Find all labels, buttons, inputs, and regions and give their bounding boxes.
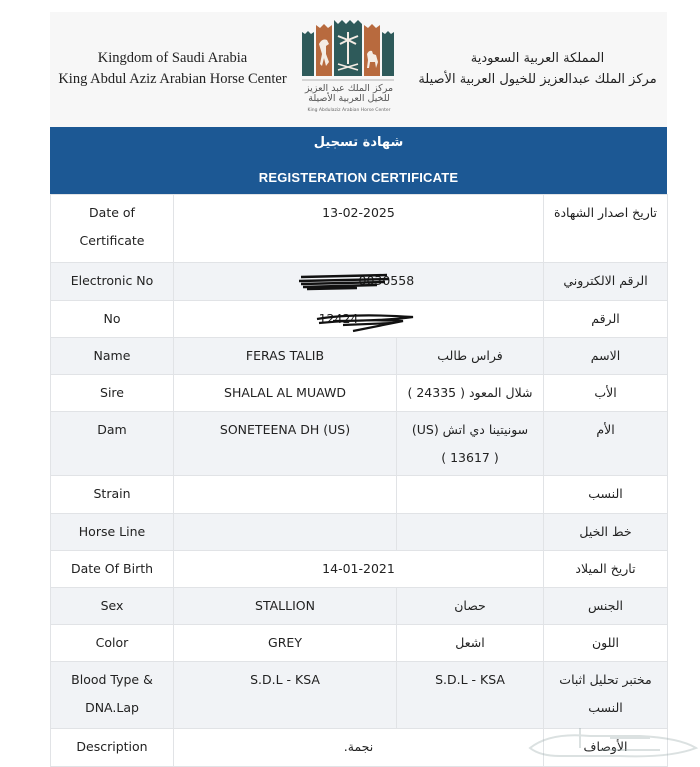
label-en: Sire <box>51 375 174 412</box>
label-en: Name <box>51 338 174 375</box>
table-row-name <box>51 338 668 375</box>
header-ar-line1: المملكة العربية السعودية <box>470 51 605 66</box>
label-en: Horse Line <box>51 514 174 551</box>
label-en: Color <box>51 625 174 662</box>
table-row-sex <box>51 588 668 625</box>
value-visible-part: 12424 <box>318 311 359 326</box>
table-row-date-of-birth <box>51 551 668 588</box>
label-en: Date Of Birth <box>51 551 174 588</box>
value-en: STALLION <box>174 588 397 625</box>
label-en: Dam <box>51 412 174 476</box>
label-ar: تاريخ اصدار الشهادة <box>544 195 668 263</box>
value-ar: حصان <box>397 588 544 625</box>
certificate-title-band <box>50 127 667 194</box>
label-ar: الرقم الالكتروني <box>544 263 668 301</box>
table-row-sire <box>51 375 668 412</box>
header-ar-line2: مركز الملك عبدالعزيز للخيول العربية الأصيلة <box>418 72 657 87</box>
label-en: Blood Type & DNA.Lap <box>51 662 174 729</box>
value-en: SONETEENA DH (US) <box>174 412 397 476</box>
value-ar: فراس طالب <box>397 338 544 375</box>
value-redacted <box>174 263 544 301</box>
table-row-no <box>51 301 668 338</box>
header-arabic <box>410 48 665 90</box>
table-row-color <box>51 625 668 662</box>
value-en: FERAS TALIB <box>174 338 397 375</box>
value: 14-01-2021 <box>174 551 544 588</box>
table-row-date-of-certificate <box>51 195 668 263</box>
label-ar: خط الخيل <box>544 514 668 551</box>
logo-ar-line1: مركز الملك عبد العزيز <box>304 83 394 94</box>
redaction-scribble-icon <box>313 311 423 333</box>
value-ar: شلال المعود ( 24335 ) <box>397 375 544 412</box>
table-row-electronic-no <box>51 263 668 301</box>
logo-ar-line2: للخيل العربية الأصيلة <box>308 93 390 104</box>
label-ar: الاسم <box>544 338 668 375</box>
header-en-line1: Kingdom of Saudi Arabia <box>97 50 248 66</box>
label-ar: الأوصاف <box>544 729 668 767</box>
certificate-title-en: REGISTERATION CERTIFICATE <box>258 170 459 185</box>
label-en: Sex <box>51 588 174 625</box>
value: 13-02-2025 <box>174 195 544 263</box>
label-ar: مختبر تحليل اثبات النسب <box>544 662 668 729</box>
value: نجمة. <box>174 729 544 767</box>
table-row-horse-line <box>51 514 668 551</box>
value-en <box>174 476 397 514</box>
redacted-electronic-no <box>303 267 414 295</box>
logo-arabic-text <box>298 84 400 104</box>
redacted-no <box>319 305 399 333</box>
certificate-title-ar: شهادة تسجيل <box>313 135 404 150</box>
value-ar: اشعل <box>397 625 544 662</box>
certificate-table <box>50 194 668 767</box>
logo-english-text: King Abdulaziz Arabian Horse Center <box>307 108 391 113</box>
label-ar: اللون <box>544 625 668 662</box>
value-en: SHALAL AL MUAWD <box>174 375 397 412</box>
value-visible-part: 0030558 <box>358 273 415 288</box>
table-row-dam <box>51 412 668 476</box>
value-en: S.D.L - KSA <box>174 662 397 729</box>
label-ar: الجنس <box>544 588 668 625</box>
header-english <box>55 48 290 90</box>
label-en: No <box>51 301 174 338</box>
label-ar: الرقم <box>544 301 668 338</box>
value-ar <box>397 476 544 514</box>
value-ar: S.D.L - KSA <box>397 662 544 729</box>
value-en <box>174 514 397 551</box>
value-ar <box>397 514 544 551</box>
haraj-watermark-icon <box>520 718 700 766</box>
value-en: GREY <box>174 625 397 662</box>
value-redacted <box>174 301 544 338</box>
label-ar: تاريخ الميلاد <box>544 551 668 588</box>
value-ar: سونيتينا دي اتش (US) ( 13617 ) <box>397 412 544 476</box>
label-en: Electronic No <box>51 263 174 301</box>
label-ar: الأب <box>544 375 668 412</box>
label-en: Date of Certificate <box>51 195 174 263</box>
label-en: Description <box>51 729 174 767</box>
label-ar: الأم <box>544 412 668 476</box>
redaction-scribble-icon <box>297 273 397 291</box>
label-en: Strain <box>51 476 174 514</box>
label-ar: النسب <box>544 476 668 514</box>
header-en-line2: King Abdul Aziz Arabian Horse Center <box>58 71 287 87</box>
table-row-strain <box>51 476 668 514</box>
